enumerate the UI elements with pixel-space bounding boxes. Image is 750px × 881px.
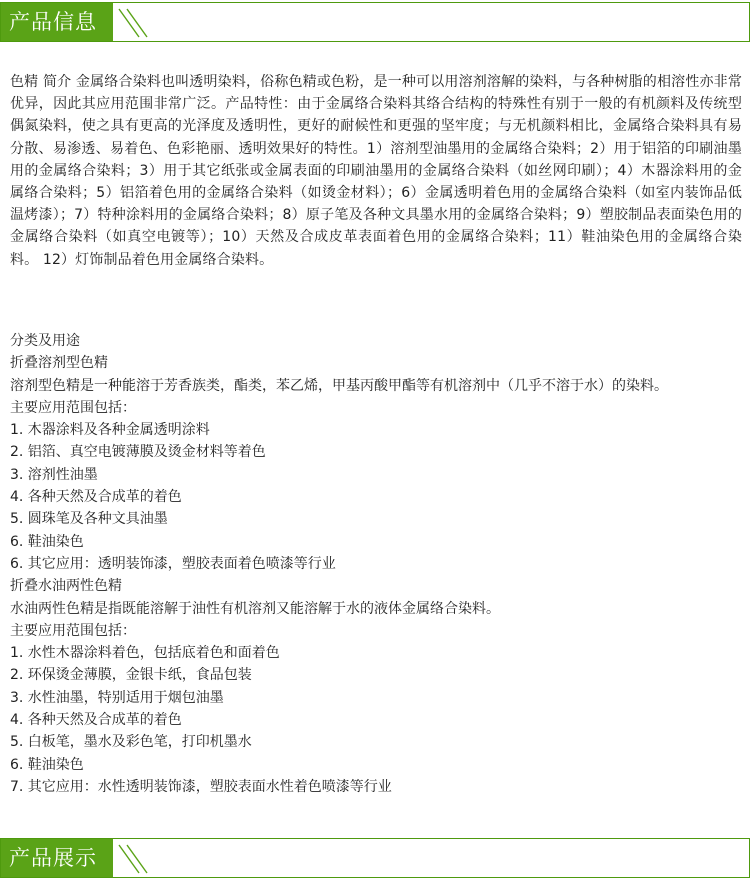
section-header-product-info: [0, 2, 750, 42]
water-oil-description: 水油两性色精是指既能溶解于油性有机溶剂又能溶解于水的液体金属络合染料。: [10, 600, 500, 617]
list-item: 6. 鞋油染色: [10, 533, 84, 550]
list-item: 5. 圆珠笔及各种文具油墨: [10, 511, 168, 528]
list-item: 1. 水性木器涂料着色，包括底着色和面着色: [10, 645, 280, 662]
solvent-title: 折叠溶剂型色精: [10, 355, 108, 372]
double-slash-icon: [113, 3, 153, 41]
water-oil-scope-label: 主要应用范围包括：: [10, 622, 136, 639]
usage-section: [10, 330, 742, 798]
water-oil-title: 折叠水油两性色精: [10, 578, 122, 595]
list-item: 6. 鞋油染色: [10, 756, 84, 773]
list-item: 2. 环保烫金薄膜，金银卡纸，食品包装: [10, 667, 252, 684]
list-item: 6. 其它应用：透明装饰漆，塑胶表面着色喷漆等行业: [10, 555, 336, 572]
solvent-description: 溶剂型色精是一种能溶于芳香族类，酯类，苯乙烯，甲基丙酸甲酯等有机溶剂中（几乎不溶于水）的染料。: [10, 377, 668, 394]
section-title-product-info: 产品信息: [1, 3, 113, 41]
list-item: 5. 白板笔，墨水及彩色笔，打印机墨水: [10, 734, 252, 751]
list-item: 2. 铝箔、真空电镀薄膜及烫金材料等着色: [10, 444, 266, 461]
list-item: 3. 溶剂性油墨: [10, 466, 98, 483]
section-title-product-display: 产品展示: [1, 839, 113, 877]
list-item: 4. 各种天然及合成革的着色: [10, 489, 182, 506]
double-slash-icon: [113, 839, 153, 877]
section-header-product-display: [0, 838, 750, 878]
list-item: 3. 水性油墨，特别适用于烟包油墨: [10, 689, 224, 706]
list-item: 4. 各种天然及合成革的着色: [10, 712, 182, 729]
list-item: 7. 其它应用：水性透明装饰漆，塑胶表面水性着色喷漆等行业: [10, 778, 392, 795]
list-item: 1. 木器涂料及各种金属透明涂料: [10, 422, 210, 439]
solvent-scope-label: 主要应用范围包括：: [10, 399, 136, 416]
usage-heading: 分类及用途: [10, 333, 80, 349]
product-intro-paragraph: 色精 简介 金属络合染料也叫透明染料，俗称色精或色粉，是一种可以用溶剂溶解的染料，与各种树脂的相溶性亦非常优异，因此其应用范围非常广泛。产品特性：由于金属络合染料其络合结构的特殊性有别于一般的有机颜料及传统型偶氮染料，使之具有更高的光泽度及透明性，更好的耐候性和更强的坚牢度；与无机颜料相比，金属络合染料具有易分散、易渗透、易着色、色彩艳丽、透明效果好的特性。1）溶剂型油墨用的金属络合染料；2）用于铝箔的印刷油墨用的金属络合染料；3）用于其它纸张或金属表面的印刷油墨用的金属络合染料（如丝网印刷）；4）木器涂料用的金属络合染料；5）铝箔着色用的金属络合染料（如烫金材料）；6）金属透明着色用的金属络合染料（如室内装饰品低温烤漆）；7）特种涂料用的金属络合染料；8）原子笔及各种文具墨水用的金属络合染料；9）塑胶制品表面染色用的金属络合染料（如真空电镀等）；10）天然及合成皮革表面着色用的金属络合染料；11）鞋油染色用的金属络合染料。 12）灯饰制品着色用金属络合染料。: [10, 74, 742, 268]
